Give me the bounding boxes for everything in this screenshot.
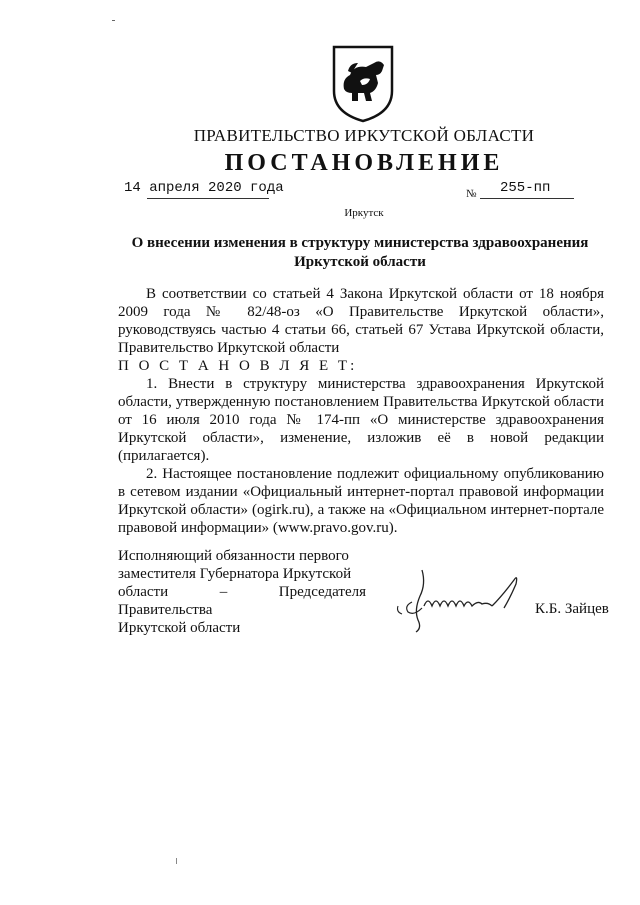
item-2-paragraph: 2. Настоящее постановление подлежит официальному опубликованию в сетевом издании «Официальный интернет-портал правовой информации Иркутской области» (ogirk.ru), а также на «Официальном интернет-портале правовой информации» (www.pravo.gov.ru).: [118, 466, 604, 536]
signer-line-3: области – Председателя Правительства: [118, 584, 366, 618]
document-number: 255-пп: [500, 180, 551, 196]
date-underline: [147, 198, 269, 199]
government-title: ПРАВИТЕЛЬСТВО ИРКУТСКОЙ ОБЛАСТИ: [193, 126, 535, 145]
signer-name: К.Б. Зайцев: [535, 601, 609, 617]
subject-line-1: О внесении изменения в структуру министерства здравоохранения: [131, 235, 589, 251]
signer-line-2: заместителя Губернатора Иркутской: [118, 566, 352, 582]
number-underline: [480, 198, 574, 199]
document-subject: [120, 234, 600, 272]
document-body: [118, 285, 604, 537]
city-name: Иркутск: [344, 207, 384, 219]
subject-line-2: Иркутской области: [294, 254, 426, 270]
document-type-title: ПОСТАНОВЛЕНИЕ: [224, 150, 504, 176]
coat-of-arms-icon: [330, 43, 396, 123]
document-date: 14 апреля 2020 года: [124, 180, 284, 196]
handwritten-signature-icon: [392, 566, 530, 636]
decree-word: П О С Т А Н О В Л Я Е Т:: [118, 358, 358, 374]
signer-line-1: Исполняющий обязанности первого: [118, 548, 349, 564]
scan-mark: [112, 20, 115, 21]
preamble-paragraph: В соответствии со статьей 4 Закона Иркутской области от 18 ноября 2009 года № 82/48-оз «О Правительстве Иркутской области», руководствуясь частью 4 статьи 66, статьей 67 Устава Иркутской области, Правительство Иркутской области: [118, 286, 604, 356]
item-1-paragraph: 1. Внести в структуру министерства здравоохранения Иркутской области, утвержденную постановлением Правительства Иркутской области от 16 июля 2010 года № 174-пп «О министерстве здравоохранения Иркутской области», изменение, изложив её в новой редакции (прилагается).: [118, 376, 604, 464]
signer-line-4: Иркутской области: [118, 620, 241, 636]
scan-mark: [176, 858, 177, 864]
number-sign: №: [466, 188, 477, 200]
signer-position: [118, 547, 366, 637]
